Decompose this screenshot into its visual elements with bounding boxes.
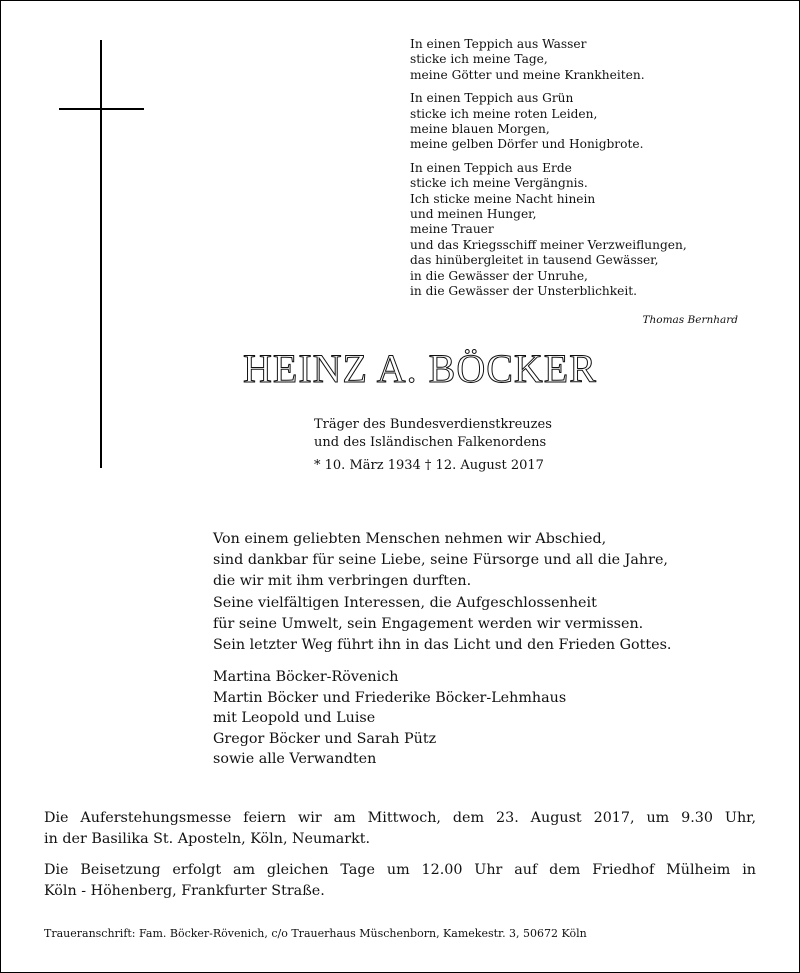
farewell-text — [213, 529, 671, 656]
farewell-line: Von einem geliebten Menschen nehmen wir Abschied, — [213, 531, 607, 547]
poem-line: meine Trauer — [410, 222, 494, 237]
burial-line: Die Beisetzung erfolgt am gleichen Tage um 12.00 Uhr auf dem Friedhof Mülheim in — [44, 862, 756, 878]
honor-line: und des Isländischen Falkenordens — [314, 435, 547, 450]
mourning-address: Traueranschrift: Fam. Böcker-Rövenich, c/o Trauerhaus Müschenborn, Kamekestr. 3, 50672 Köln — [44, 927, 587, 940]
family-list — [213, 667, 566, 770]
farewell-line: für seine Umwelt, sein Engagement werden wir vermissen. — [213, 615, 644, 632]
poem-line: in die Gewässer der Unsterblichkeit. — [410, 284, 638, 299]
mass-line: in der Basilika St. Aposteln, Köln, Neumarkt. — [44, 831, 371, 847]
poem-line: meine blauen Morgen, — [410, 122, 550, 137]
deceased-name: HEINZ A. BÖCKER — [243, 346, 597, 391]
cross-icon-vertical — [100, 40, 102, 468]
poem-author: Thomas Bernhard — [642, 314, 738, 326]
poem-line: sticke ich meine Vergängnis. — [410, 176, 588, 191]
farewell-line: Sein letzter Weg führt ihn in das Licht und den Frieden Gottes. — [213, 637, 672, 654]
mass-info — [44, 808, 756, 850]
poem-line: Ich sticke meine Nacht hinein — [410, 191, 596, 206]
burial-line: Köln - Höhenberg, Frankfurter Straße. — [44, 883, 325, 899]
poem-line: in die Gewässer der Unruhe, — [410, 268, 588, 283]
poem-line: meine Götter und meine Krankheiten. — [410, 67, 645, 82]
poem-line: meine gelben Dörfer und Honigbrote. — [410, 137, 644, 152]
family-member: Gregor Böcker und Sarah Pütz — [213, 730, 437, 747]
life-dates: * 10. März 1934 † 12. August 2017 — [314, 458, 544, 473]
farewell-line: Seine vielfältigen Interessen, die Aufgeschlossenheit — [213, 594, 597, 611]
poem-line: das hinübergleitet in tausend Gewässer, — [410, 253, 659, 268]
family-member: Martina Böcker-Rövenich — [213, 669, 399, 685]
honor-line: Träger des Bundesverdienstkreuzes — [314, 417, 552, 432]
service-info — [44, 808, 756, 912]
poem-line: sticke ich meine Tage, — [410, 52, 548, 67]
burial-info — [44, 860, 756, 902]
deceased-honors — [314, 416, 552, 452]
poem-line: und meinen Hunger, — [410, 207, 537, 222]
poem-line: sticke ich meine roten Leiden, — [410, 106, 598, 121]
poem-stanza-3 — [410, 161, 687, 300]
family-member: sowie alle Verwandten — [213, 751, 377, 767]
poem-line: In einen Teppich aus Erde — [410, 160, 572, 175]
cross-icon-horizontal — [59, 108, 144, 110]
poem-stanza-1 — [410, 37, 687, 83]
mass-line: Die Auferstehungsmesse feiern wir am Mittwoch, dem 23. August 2017, um 9.30 Uhr, — [44, 810, 756, 826]
poem-line: und das Kriegsschiff meiner Verzweiflungen, — [410, 237, 687, 252]
poem-line: In einen Teppich aus Grün — [410, 91, 574, 106]
family-member: mit Leopold und Luise — [213, 710, 376, 726]
farewell-line: sind dankbar für seine Liebe, seine Fürsorge und all die Jahre, — [213, 552, 668, 569]
poem — [410, 37, 687, 308]
family-member: Martin Böcker und Friederike Böcker-Lehmhaus — [213, 689, 567, 706]
poem-stanza-2 — [410, 91, 687, 153]
poem-line: In einen Teppich aus Wasser — [410, 37, 587, 51]
farewell-line: die wir mit ihm verbringen durften. — [213, 573, 472, 590]
